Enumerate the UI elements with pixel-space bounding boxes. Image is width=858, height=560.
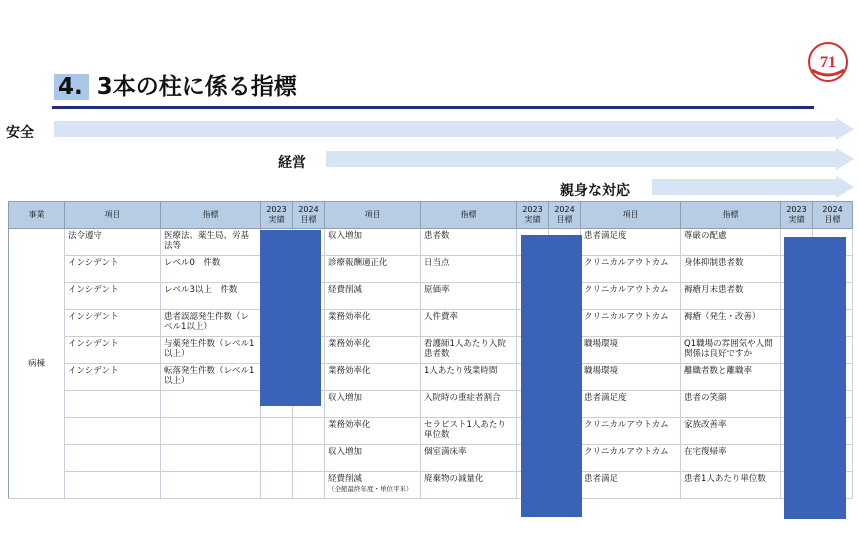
header-cell: 2024 目標 [293, 202, 325, 229]
management-item: 診療報酬適正化 [325, 256, 421, 283]
care-indicator: 患者1人あたり単位数 [681, 472, 781, 499]
header-cell: 2023 実績 [781, 202, 813, 229]
safety-indicator: 与薬発生件数（レベル1以上） [161, 337, 261, 364]
safety-item: インシデント [65, 256, 161, 283]
management-indicator: 個室満床率 [421, 445, 517, 472]
table-row [9, 283, 853, 310]
safety-indicator: 医療法、薬生局、労基法等 [161, 229, 261, 256]
care-item: クリニカルアウトカム [581, 283, 681, 310]
care-item: クリニカルアウトカム [581, 256, 681, 283]
header-cell: 2024 目標 [549, 202, 581, 229]
anniversary-logo [806, 40, 850, 84]
table-row [9, 391, 853, 418]
safety-indicator [161, 472, 261, 499]
management-indicator: 人件費率 [421, 310, 517, 337]
header-cell: 項目 [325, 202, 421, 229]
safety-indicator: レベル3以上 件数 [161, 283, 261, 310]
management-item: 経費削減 [325, 283, 421, 310]
header-cell: 2024 目標 [813, 202, 853, 229]
management-indicator: セラピスト1人あたり単位数 [421, 418, 517, 445]
arrow-safety [54, 118, 854, 140]
care-indicator: 離職者数と離職率 [681, 364, 781, 391]
arrow-management [326, 148, 854, 170]
care-item: 患者満足度 [581, 229, 681, 256]
safety-item [65, 445, 161, 472]
care-indicator: 褥瘡月末患者数 [681, 283, 781, 310]
arrow-label-care: 親身な対応 [560, 183, 630, 199]
header-cell: 事業 [9, 202, 65, 229]
table-row [9, 364, 853, 391]
arrow-label-management: 経営 [278, 155, 306, 171]
safety-indicator: 転落発生件数（レベル1以上） [161, 364, 261, 391]
safety-indicator [161, 391, 261, 418]
table-row [9, 445, 853, 472]
header-cell: 指標 [681, 202, 781, 229]
table-row [9, 337, 853, 364]
table-header-row [9, 202, 853, 229]
care-item: 患者満足 [581, 472, 681, 499]
management-item: 経費削減 （全館最終年度・単位平米） [325, 472, 421, 499]
header-cell: 項目 [581, 202, 681, 229]
title-text: 3本の柱に係る指標 [96, 74, 297, 100]
care-item: 職場環境 [581, 337, 681, 364]
management-item: 業務効率化 [325, 337, 421, 364]
care-item: 職場環境 [581, 364, 681, 391]
header-cell: 指標 [161, 202, 261, 229]
redacted-values-safety [260, 230, 321, 406]
management-item: 業務効率化 [325, 418, 421, 445]
safety-item: インシデント [65, 310, 161, 337]
safety-item: インシデント [65, 337, 161, 364]
title-number: 4. [54, 74, 89, 100]
safety-item: インシデント [65, 283, 161, 310]
table-row [9, 418, 853, 445]
management-indicator: 1人あたり残業時間 [421, 364, 517, 391]
management-indicator: 原価率 [421, 283, 517, 310]
page-title [54, 72, 297, 102]
safety-item [65, 418, 161, 445]
care-item: 患者満足度 [581, 391, 681, 418]
title-underline [52, 106, 814, 109]
management-indicator: 看護師1人あたり入院患者数 [421, 337, 517, 364]
safety-indicator [161, 445, 261, 472]
safety-item [65, 472, 161, 499]
management-item: 業務効率化 [325, 310, 421, 337]
redacted-values-care [784, 237, 846, 519]
care-item: クリニカルアウトカム [581, 418, 681, 445]
management-item: 業務効率化 [325, 364, 421, 391]
management-item: 収入増加 [325, 445, 421, 472]
redacted-values-management [521, 235, 582, 517]
safety-indicator: 患者誤認発生件数（レベル1以上） [161, 310, 261, 337]
safety-2024 [293, 472, 325, 499]
safety-2023 [261, 418, 293, 445]
jigyo-cell: 病棟 [9, 229, 65, 499]
table-body [9, 229, 853, 499]
safety-item: 法令遵守 [65, 229, 161, 256]
management-item-note: （全館最終年度・単位平米） [328, 485, 413, 493]
arrow-label-safety: 安全 [6, 125, 34, 141]
management-indicator: 廃棄物の減量化 [421, 472, 517, 499]
safety-indicator [161, 418, 261, 445]
care-indicator: 患者の笑顔 [681, 391, 781, 418]
safety-2023 [261, 445, 293, 472]
safety-item: インシデント [65, 364, 161, 391]
safety-2024 [293, 445, 325, 472]
header-cell: 指標 [421, 202, 517, 229]
header-cell: 2023 実績 [261, 202, 293, 229]
management-indicator: 患者数 [421, 229, 517, 256]
safety-2023 [261, 472, 293, 499]
care-indicator: 家族改善率 [681, 418, 781, 445]
indicator-table [8, 201, 853, 499]
table-row [9, 310, 853, 337]
management-indicator: 入院時の重症者割合 [421, 391, 517, 418]
care-indicator: 尊厳の配慮 [681, 229, 781, 256]
management-indicator: 日当点 [421, 256, 517, 283]
care-item: クリニカルアウトカム [581, 445, 681, 472]
table-row [9, 256, 853, 283]
care-indicator: 在宅復帰率 [681, 445, 781, 472]
care-item: クリニカルアウトカム [581, 310, 681, 337]
header-cell: 2023 実績 [517, 202, 549, 229]
safety-indicator: レベル0 件数 [161, 256, 261, 283]
care-indicator: 身体抑制患者数 [681, 256, 781, 283]
table-row [9, 229, 853, 256]
management-item: 収入増加 [325, 391, 421, 418]
logo-label: 71 [820, 54, 836, 71]
safety-item [65, 391, 161, 418]
care-indicator: 褥瘡（発生・改善） [681, 310, 781, 337]
arrow-care [652, 176, 854, 198]
safety-2024 [293, 418, 325, 445]
management-item: 収入増加 [325, 229, 421, 256]
care-indicator: Q1職場の雰囲気や人間関係は良好ですか [681, 337, 781, 364]
header-cell: 項目 [65, 202, 161, 229]
table-row [9, 472, 853, 499]
